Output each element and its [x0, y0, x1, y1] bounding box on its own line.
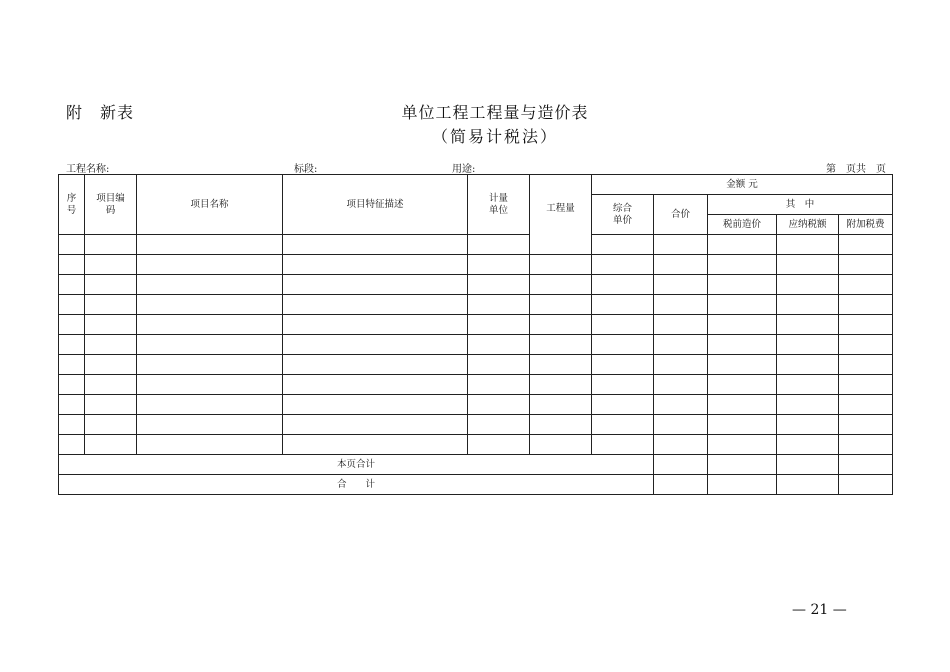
table-cell: [708, 475, 777, 495]
table-cell: [708, 375, 777, 395]
table-cell: [530, 335, 592, 355]
table-cell: [708, 435, 777, 455]
table-cell: [283, 275, 468, 295]
table-cell: [777, 435, 839, 455]
table-cell: [59, 315, 85, 335]
table-cell: [85, 435, 137, 455]
header-code: 项目编码: [85, 175, 137, 235]
table-cell: [839, 455, 893, 475]
table-row: [59, 355, 893, 375]
table-cell: [137, 275, 283, 295]
table-row: [59, 255, 893, 275]
table-cell: [85, 415, 137, 435]
header-unit-price: 综合单价: [592, 195, 654, 235]
table-cell: [468, 255, 530, 275]
table-cell: [137, 435, 283, 455]
table-cell: [468, 395, 530, 415]
table-cell: [85, 355, 137, 375]
table-cell: [137, 315, 283, 335]
table-cell: [283, 295, 468, 315]
table-cell: [592, 435, 654, 455]
table-cell: [654, 295, 708, 315]
table-cell: [777, 475, 839, 495]
table-cell: [592, 355, 654, 375]
table-cell: [839, 335, 893, 355]
grand-total-row: [59, 475, 893, 495]
table-cell: [839, 315, 893, 335]
table-cell: [530, 315, 592, 335]
table-cell: [85, 335, 137, 355]
table-cell: [777, 455, 839, 475]
table-cell: [839, 235, 893, 255]
table-cell: [530, 355, 592, 375]
table-cell: [85, 255, 137, 275]
table-cell: [283, 415, 468, 435]
table-cell: [59, 295, 85, 315]
table-cell: [654, 335, 708, 355]
table-cell: [777, 395, 839, 415]
table-cell: [654, 275, 708, 295]
header-pretax-cost: 税前造价: [708, 215, 777, 235]
table-cell: [283, 395, 468, 415]
page-subtotal-row-label: 本页合计: [59, 455, 654, 475]
table-cell: [85, 235, 137, 255]
table-cell: [85, 315, 137, 335]
table-cell: [708, 455, 777, 475]
table-cell: [777, 295, 839, 315]
table-cell: [839, 395, 893, 415]
table-row: [59, 375, 893, 395]
table-cell: [708, 415, 777, 435]
table-row: [59, 235, 893, 255]
table-cell: [59, 235, 85, 255]
table-row: [59, 315, 893, 335]
table-cell: [59, 355, 85, 375]
table-cell: [654, 435, 708, 455]
table-cell: [654, 235, 708, 255]
section-label: 标段:: [294, 164, 318, 175]
table-cell: [654, 375, 708, 395]
table-cell: [59, 255, 85, 275]
table-row: [59, 415, 893, 435]
table-cell: [777, 415, 839, 435]
table-row: [59, 435, 893, 455]
table-cell: [137, 295, 283, 315]
table-cell: [468, 435, 530, 455]
table-cell: [777, 235, 839, 255]
table-cell: [59, 435, 85, 455]
table-cell: [59, 415, 85, 435]
table-cell: [708, 395, 777, 415]
table-cell: [468, 415, 530, 435]
page-number: — 21 —: [792, 602, 847, 618]
table-cell: [592, 275, 654, 295]
header-total-price: 合价: [654, 195, 708, 235]
table-cell: [592, 255, 654, 275]
table-cell: [839, 375, 893, 395]
table-cell: [839, 415, 893, 435]
table-cell: [59, 275, 85, 295]
table-cell: [777, 375, 839, 395]
table-cell: [592, 415, 654, 435]
table-cell: [592, 395, 654, 415]
document-subtitle: （简易计税法）: [431, 127, 558, 146]
table-cell: [839, 255, 893, 275]
table-cell: [283, 335, 468, 355]
table-cell: [85, 395, 137, 415]
table-cell: [592, 235, 654, 255]
table-cell: [468, 295, 530, 315]
table-row: [59, 335, 893, 355]
table-cell: [59, 335, 85, 355]
table-row: [59, 275, 893, 295]
table-cell: [708, 355, 777, 375]
appendix-label: 附 新表: [66, 103, 135, 122]
table-row: [59, 295, 893, 315]
table-cell: [777, 255, 839, 275]
table-cell: [708, 295, 777, 315]
table-cell: [777, 275, 839, 295]
table-cell: [85, 375, 137, 395]
project-name-label: 工程名称:: [66, 164, 110, 175]
table-cell: [85, 295, 137, 315]
table-cell: [85, 275, 137, 295]
table-cell: [137, 335, 283, 355]
table-cell: [59, 375, 85, 395]
table-cell: [777, 315, 839, 335]
header-unit: 计量单位: [468, 175, 530, 235]
header-tax-payable: 应纳税额: [777, 215, 839, 235]
table-cell: [530, 435, 592, 455]
header-feature-desc: 项目特征描述: [283, 175, 468, 235]
table-cell: [468, 235, 530, 255]
table-cell: [708, 255, 777, 275]
table-cell: [137, 235, 283, 255]
quantity-cost-table: [58, 174, 893, 495]
header-quantity: 工程量: [530, 175, 592, 255]
table-cell: [839, 295, 893, 315]
table-cell: [283, 355, 468, 375]
purpose-label: 用途:: [452, 164, 476, 175]
table-cell: [283, 235, 468, 255]
table-cell: [654, 355, 708, 375]
header-including: 其 中: [708, 195, 893, 215]
table-cell: [708, 275, 777, 295]
table-cell: [530, 375, 592, 395]
table-cell: [777, 335, 839, 355]
table-cell: [592, 335, 654, 355]
table-cell: [839, 355, 893, 375]
header-amount: 金额 元: [592, 175, 893, 195]
page-subtotal-row: [59, 455, 893, 475]
table-cell: [468, 375, 530, 395]
table-row: [59, 395, 893, 415]
table-cell: [137, 415, 283, 435]
table-cell: [839, 275, 893, 295]
table-cell: [654, 475, 708, 495]
grand-total-row-label: 合 计: [59, 475, 654, 495]
table-cell: [592, 295, 654, 315]
table-cell: [777, 355, 839, 375]
table-cell: [839, 435, 893, 455]
table-cell: [592, 315, 654, 335]
table-cell: [530, 275, 592, 295]
table-cell: [468, 315, 530, 335]
table-cell: [708, 315, 777, 335]
table-cell: [283, 435, 468, 455]
table-cell: [137, 255, 283, 275]
page-count-label: 第 页共 页: [826, 164, 886, 175]
table-cell: [654, 315, 708, 335]
table-cell: [654, 455, 708, 475]
table-cell: [654, 395, 708, 415]
header-seq: 序号: [59, 175, 85, 235]
table-cell: [468, 355, 530, 375]
table-cell: [137, 395, 283, 415]
table-cell: [283, 315, 468, 335]
table-cell: [468, 275, 530, 295]
table-cell: [530, 295, 592, 315]
table-cell: [708, 235, 777, 255]
table-cell: [530, 395, 592, 415]
table-cell: [283, 375, 468, 395]
table-cell: [839, 475, 893, 495]
table-cell: [708, 335, 777, 355]
header-surcharge: 附加税费: [839, 215, 893, 235]
table-cell: [654, 415, 708, 435]
table-cell: [468, 335, 530, 355]
header-item-name: 项目名称: [137, 175, 283, 235]
table-cell: [530, 255, 592, 275]
table-cell: [137, 375, 283, 395]
table-cell: [283, 255, 468, 275]
table-cell: [59, 395, 85, 415]
table-cell: [530, 415, 592, 435]
table-cell: [592, 375, 654, 395]
document-title: 单位工程工程量与造价表: [401, 103, 589, 122]
table-cell: [654, 255, 708, 275]
table-cell: [137, 355, 283, 375]
